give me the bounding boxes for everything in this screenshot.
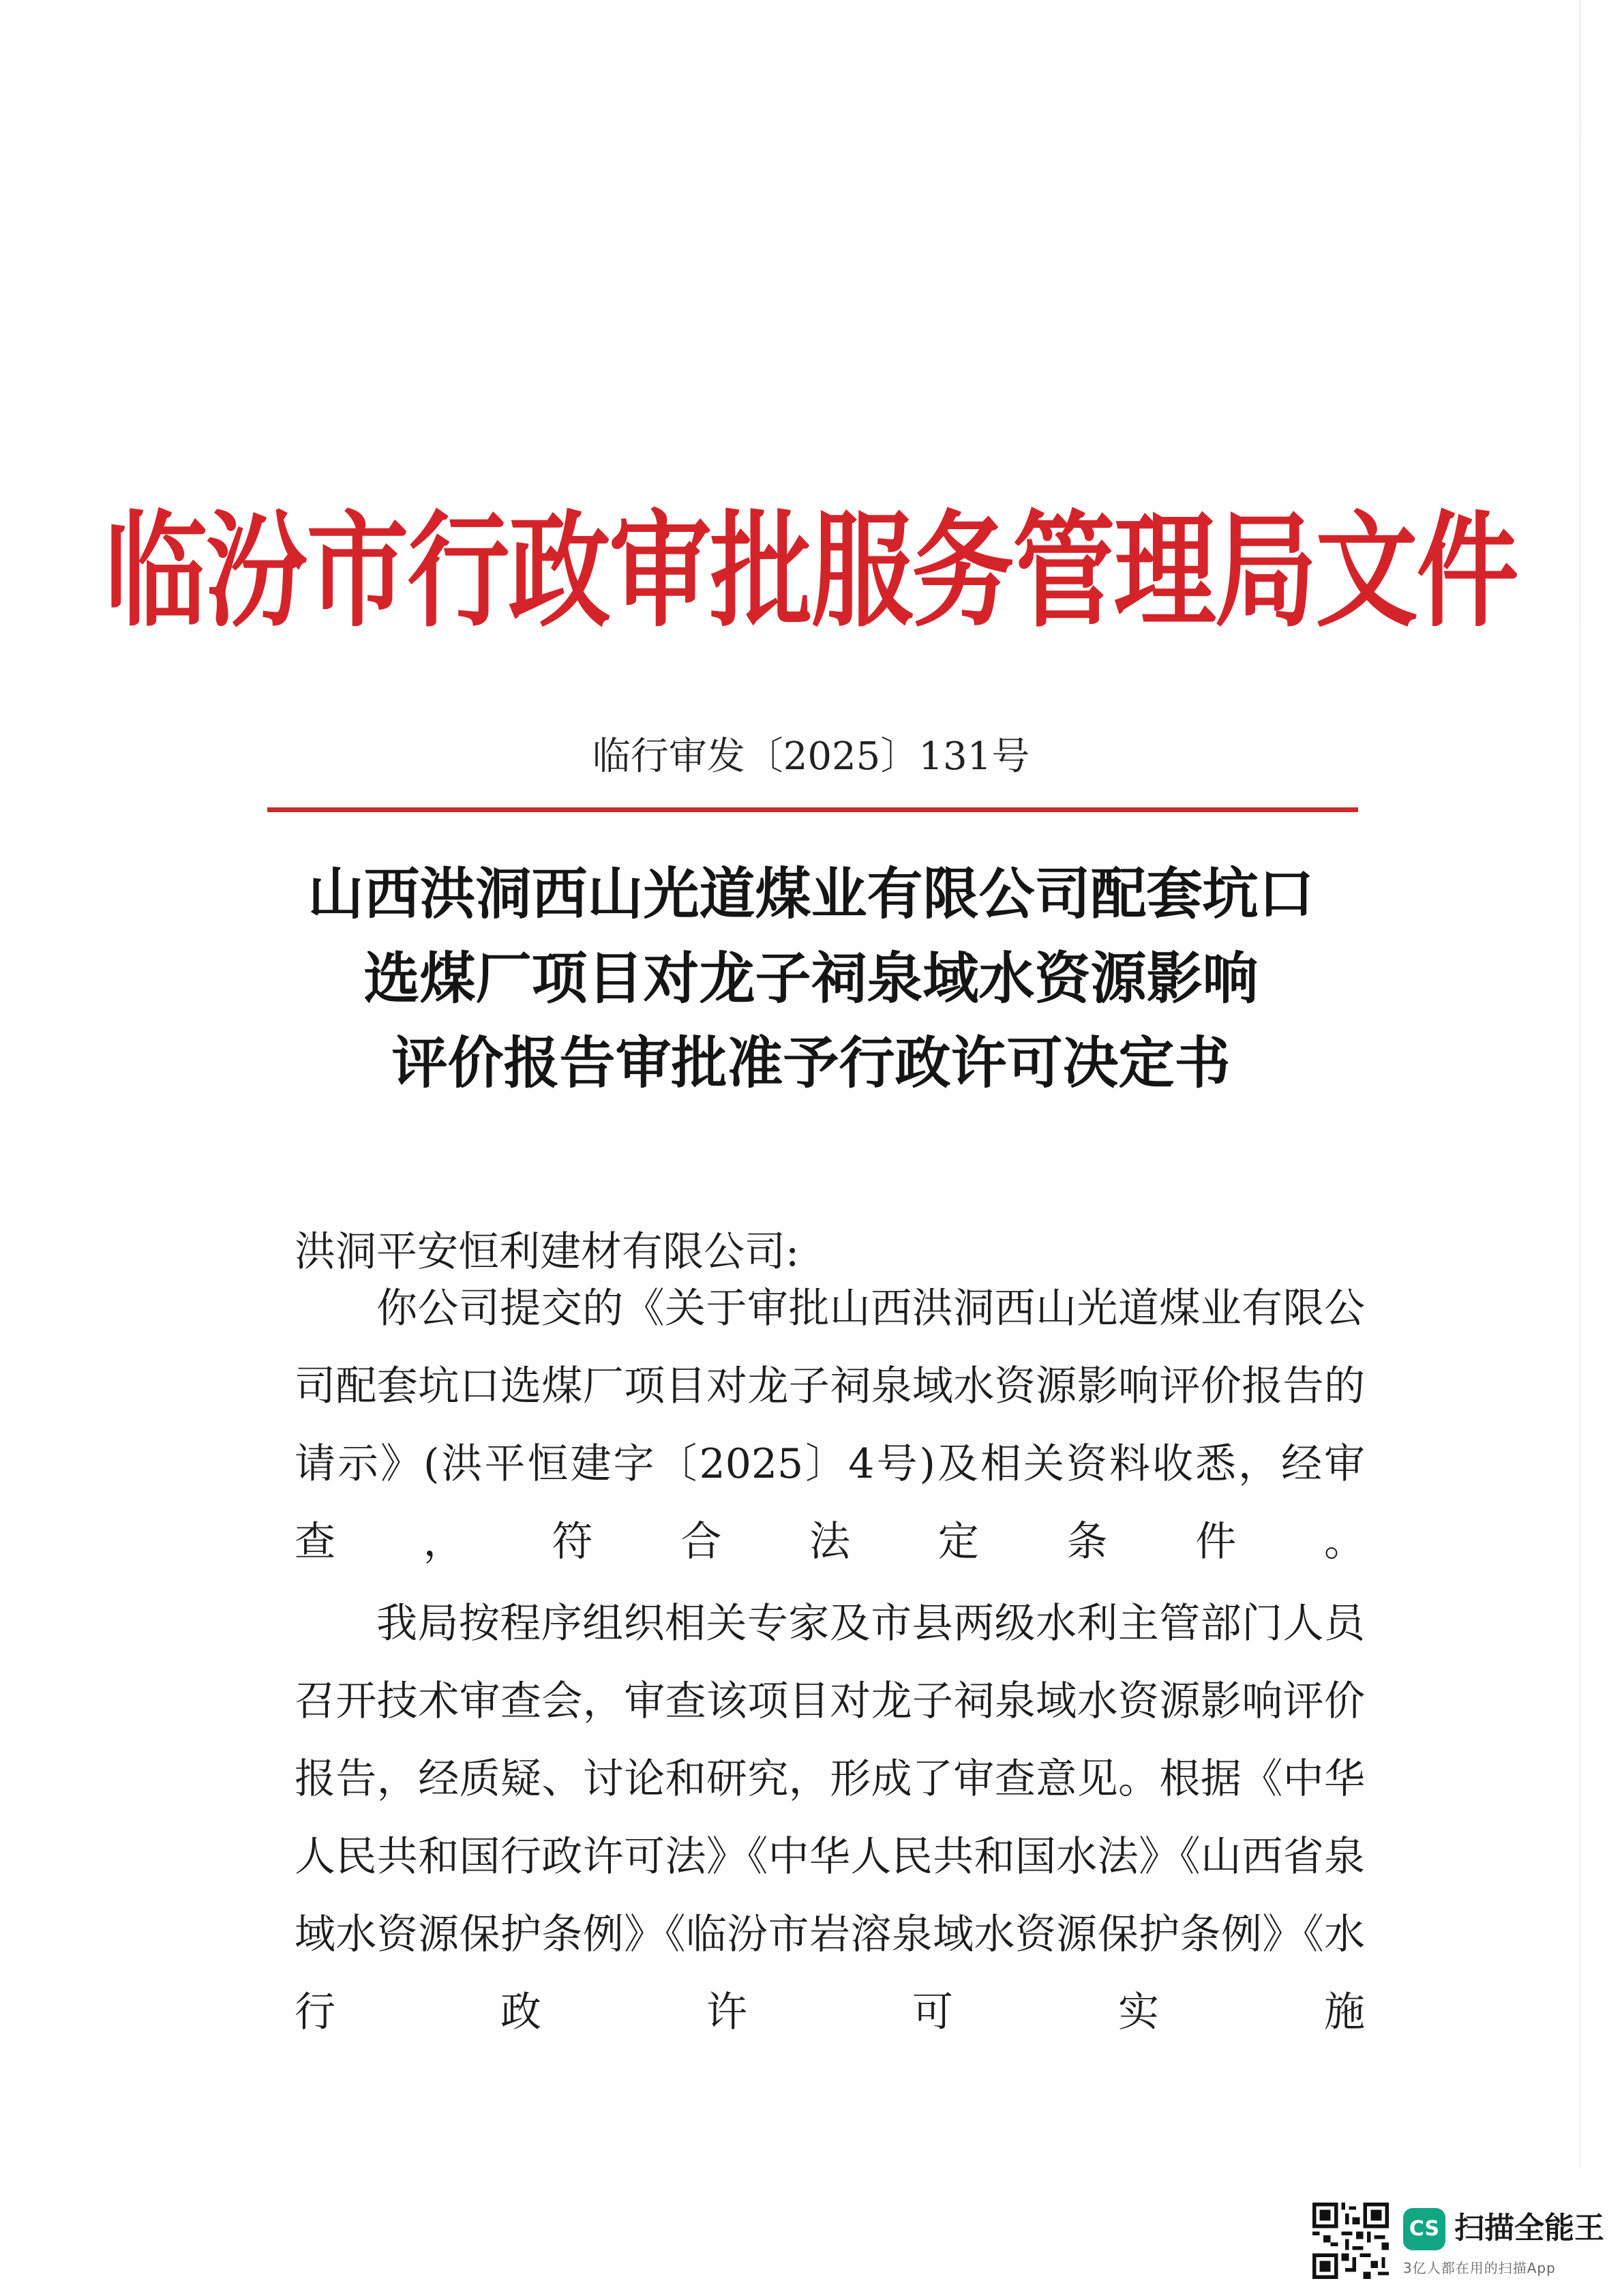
brand-slogan: 3亿人都在用的扫描App xyxy=(1403,2260,1556,2276)
body-paragraph: 我局按程序组织相关专家及市县两级水利主管部门人员召开技术审查会，审查该项目对龙子祠泉域水资源影响评价报告，经质疑、讨论和研究，形成了审查意见。根据《中华人民共和国行政许可法》《中华人民共和国水法》《山西省泉域水资源保护条例》《临汾市岩溶泉域水资源保护条例》《水行政许可实施 xyxy=(295,1600,1365,2036)
body-text xyxy=(295,1270,1365,2051)
title-line: 选煤厂项目对龙子祠泉域水资源影响 xyxy=(363,946,1259,1011)
camscanner-logo-icon: CS xyxy=(1403,2208,1445,2250)
title-line: 评价报告审批准予行政许可决定书 xyxy=(391,1031,1231,1096)
scanner-watermark xyxy=(1312,2203,1604,2284)
qr-code-icon xyxy=(1312,2203,1389,2279)
letterhead-title: 临汾市行政审批服务管理局文件 xyxy=(104,499,1518,644)
addressee: 洪洞平安恒利建材有限公司: xyxy=(295,1228,800,1276)
brand-name: 扫描全能王 xyxy=(1454,2211,1604,2246)
document-number: 临行审发〔2025〕131号 xyxy=(592,734,1030,779)
body-paragraph: 你公司提交的《关于审批山西洪洞西山光道煤业有限公司配套坑口选煤厂项目对龙子祠泉域水资源影响评价报告的请示》(洪平恒建字〔2025〕4号)及相关资料收悉，经审查，符合法定条件。 xyxy=(295,1285,1365,1566)
document-title xyxy=(0,852,1622,1106)
red-divider-line xyxy=(267,807,1358,812)
title-line: 山西洪洞西山光道煤业有限公司配套坑口 xyxy=(307,862,1315,927)
